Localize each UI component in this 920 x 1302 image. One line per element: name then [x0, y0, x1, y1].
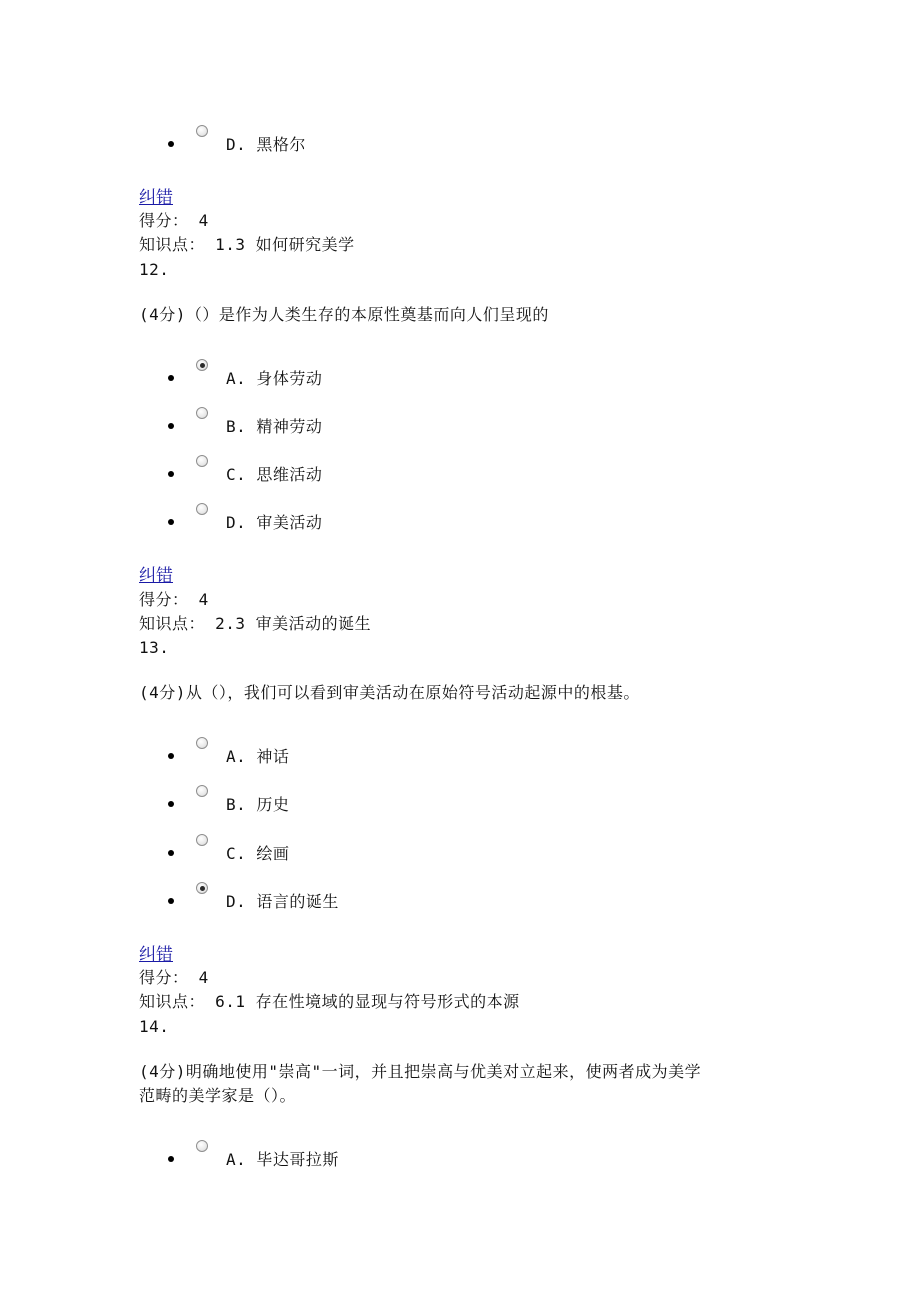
- knowledge-point: 知识点： 6.1 存在性境域的显现与符号形式的本源: [139, 992, 520, 1011]
- question-number: 12.: [139, 260, 170, 279]
- radio-dot: [200, 363, 205, 368]
- radio-button[interactable]: [196, 455, 208, 467]
- option-label: A. 身体劳动: [226, 369, 323, 388]
- question-text-line-1: (4分)明确地使用"崇高"一词，并且把崇高与优美对立起来，使两者成为美学: [139, 1062, 702, 1081]
- option-label: A. 毕达哥拉斯: [226, 1150, 339, 1169]
- list-bullet: [168, 850, 174, 856]
- question-text-line-2: 范畴的美学家是（）。: [139, 1086, 297, 1105]
- list-bullet: [168, 898, 174, 904]
- correct-error-link[interactable]: 纠错: [139, 188, 173, 208]
- option-12-a[interactable]: [0, 362, 920, 392]
- radio-button[interactable]: [196, 785, 208, 797]
- option-label: C. 绘画: [226, 844, 290, 863]
- list-bullet: [168, 141, 174, 147]
- list-bullet: [168, 375, 174, 381]
- correct-error-link[interactable]: 纠错: [139, 566, 173, 586]
- option-12-c[interactable]: [0, 458, 920, 488]
- option-label: A. 神话: [226, 747, 290, 766]
- option-label: D. 审美活动: [226, 513, 323, 532]
- score-text: 得分： 4: [139, 211, 209, 230]
- option-label: D. 黑格尔: [226, 135, 306, 154]
- option-12-d[interactable]: [0, 506, 920, 536]
- list-bullet: [168, 801, 174, 807]
- question-text: (4分)（）是作为人类生存的本原性奠基而向人们呈现的: [139, 305, 549, 324]
- score-text: 得分： 4: [139, 590, 209, 609]
- question-text: (4分)从（），我们可以看到审美活动在原始符号活动起源中的根基。: [139, 683, 640, 702]
- option-13-b[interactable]: [0, 788, 920, 818]
- correct-error-link[interactable]: 纠错: [139, 945, 173, 965]
- list-bullet: [168, 519, 174, 525]
- list-bullet: [168, 423, 174, 429]
- list-bullet: [168, 471, 174, 477]
- radio-dot: [200, 886, 205, 891]
- knowledge-point: 知识点： 1.3 如何研究美学: [139, 235, 355, 254]
- list-bullet: [168, 1156, 174, 1162]
- score-text: 得分： 4: [139, 968, 209, 987]
- option-11-d[interactable]: [0, 128, 920, 158]
- radio-button[interactable]: [196, 737, 208, 749]
- question-number: 13.: [139, 638, 170, 657]
- option-12-b[interactable]: [0, 410, 920, 440]
- radio-button[interactable]: [196, 882, 208, 894]
- radio-button[interactable]: [196, 834, 208, 846]
- knowledge-point: 知识点： 2.3 审美活动的诞生: [139, 614, 372, 633]
- list-bullet: [168, 753, 174, 759]
- option-13-c[interactable]: [0, 837, 920, 867]
- option-13-d[interactable]: [0, 885, 920, 915]
- option-label: D. 语言的诞生: [226, 892, 339, 911]
- radio-button[interactable]: [196, 503, 208, 515]
- radio-button[interactable]: [196, 359, 208, 371]
- option-13-a[interactable]: [0, 740, 920, 770]
- option-label: B. 历史: [226, 795, 290, 814]
- radio-button[interactable]: [196, 1140, 208, 1152]
- radio-button[interactable]: [196, 125, 208, 137]
- option-label: C. 思维活动: [226, 465, 323, 484]
- radio-button[interactable]: [196, 407, 208, 419]
- option-label: B. 精神劳动: [226, 417, 323, 436]
- option-14-a[interactable]: [0, 1143, 920, 1173]
- question-number: 14.: [139, 1017, 170, 1036]
